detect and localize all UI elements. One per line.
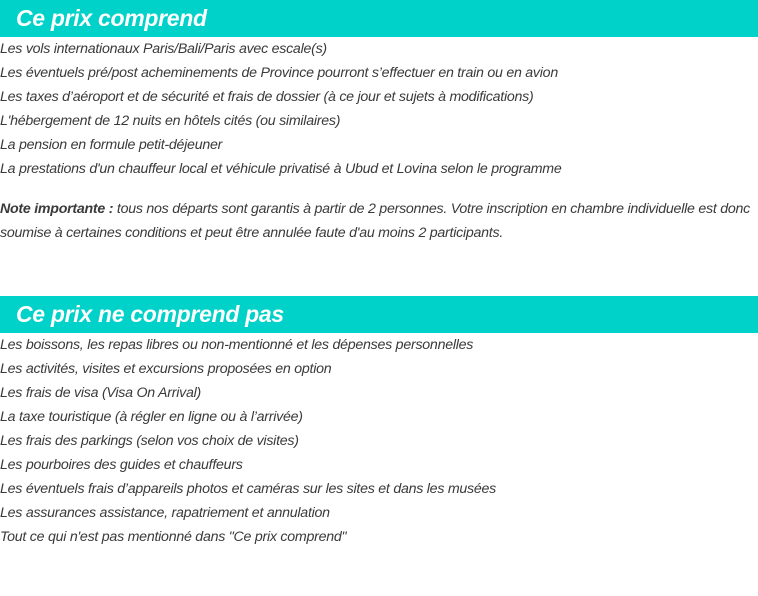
included-item: Les vols internationaux Paris/Bali/Paris avec escale(s)	[0, 41, 327, 57]
excluded-item: Tout ce qui n'est pas mentionné dans "Ce prix comprend"	[0, 529, 347, 545]
excluded-item: La taxe touristique (à régler en ligne ou à l’arrivée)	[0, 409, 303, 425]
included-item: La pension en formule petit-déjeuner	[0, 137, 223, 153]
section-price-includes	[0, 0, 758, 245]
important-note	[0, 197, 758, 245]
excluded-item: Les éventuels frais d’appareils photos et caméras sur les sites et dans les musées	[0, 481, 497, 497]
important-note-text: tous nos départs sont garantis à partir de 2 personnes. Votre inscription en chambre individuelle est donc soumise à certaines conditions et peut être annulée faute d'au moins 2 participants.	[0, 201, 750, 241]
included-item: L'hébergement de 12 nuits en hôtels cités (ou similaires)	[0, 113, 341, 129]
excluded-list	[0, 333, 758, 549]
excluded-item: Les activités, visites et excursions proposées en option	[0, 361, 332, 377]
excluded-item: Les frais des parkings (selon vos choix de visites)	[0, 433, 299, 449]
section-header-excludes	[0, 296, 758, 333]
included-item: Les éventuels pré/post acheminements de Province pourront s’effectuer en train ou en avion	[0, 65, 558, 81]
section-title-includes: Ce prix comprend	[16, 5, 207, 31]
excluded-item: Les boissons, les repas libres ou non-mentionné et les dépenses personnelles	[0, 337, 474, 353]
section-price-excludes	[0, 296, 758, 549]
excluded-item: Les assurances assistance, rapatriement et annulation	[0, 505, 330, 521]
included-item: Les taxes d’aéroport et de sécurité et frais de dossier (à ce jour et sujets à modifications)	[0, 89, 534, 105]
included-list	[0, 37, 758, 181]
included-item: La prestations d'un chauffeur local et véhicule privatisé à Ubud et Lovina selon le programme	[0, 161, 562, 177]
excluded-item: Les frais de visa (Visa On Arrival)	[0, 385, 201, 401]
excluded-item: Les pourboires des guides et chauffeurs	[0, 457, 243, 473]
important-note-label: Note importante :	[0, 201, 114, 217]
section-header-includes	[0, 0, 758, 37]
section-title-excludes: Ce prix ne comprend pas	[16, 301, 284, 327]
